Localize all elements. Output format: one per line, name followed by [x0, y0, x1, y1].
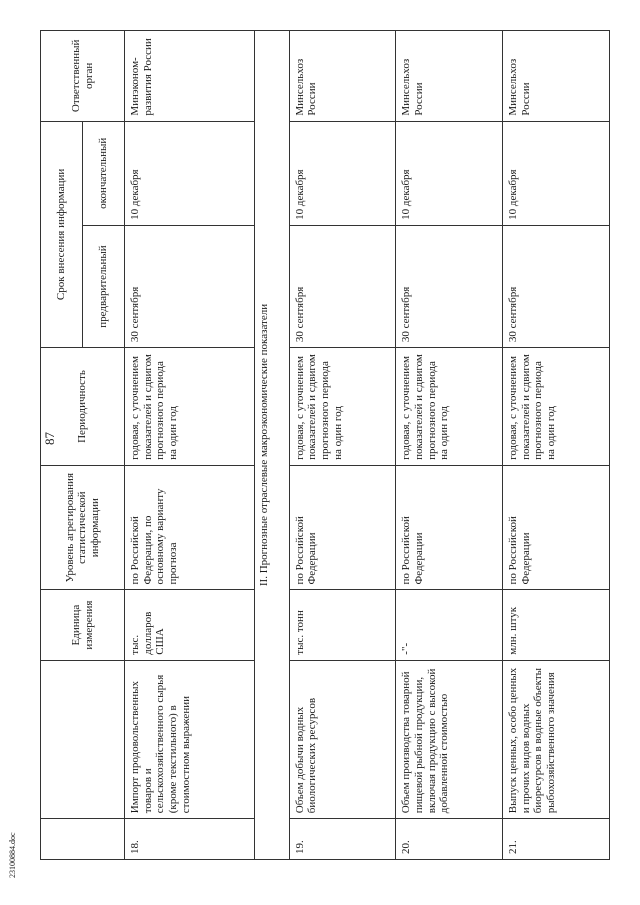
table-row — [396, 31, 503, 860]
data-table — [40, 30, 610, 860]
row-name: Объем производства товарной пищевой рыбной продукции, включая продукцию с высокой добавленной стоимостью — [396, 660, 503, 819]
row-level: по Российской Федерации — [289, 465, 396, 590]
document-filename: 23100884.doc — [8, 832, 17, 878]
data-table-container — [40, 30, 610, 860]
row-periodicity: годовая, с уточнением показателей и сдвигом прогнозного периода на один год — [396, 348, 503, 466]
row-number: 20. — [396, 819, 503, 860]
row-name: Импорт продовольственных товаров и сельскохозяйственного сырья (кроме текстильного) в стоимостном выражении — [125, 660, 254, 819]
row-number: 19. — [289, 819, 396, 860]
row-final: 10 декабря — [503, 121, 610, 225]
section-row — [254, 31, 289, 860]
row-periodicity: годовая, с уточнением показателей и сдвигом прогнозного периода на один год — [503, 348, 610, 466]
row-level: по Российской Федерации, по основному варианту прогноза — [125, 465, 254, 590]
table-row — [289, 31, 396, 860]
page-number: 87 — [42, 432, 57, 445]
row-responsible: Минсельхоз России — [289, 31, 396, 122]
row-preliminary: 30 сентября — [125, 225, 254, 347]
row-number: 21. — [503, 819, 610, 860]
row-periodicity: годовая, с уточнением показателей и сдвигом прогнозного периода на один год — [289, 348, 396, 466]
header-num — [41, 819, 125, 860]
header-name — [41, 660, 125, 819]
section-title: II. Прогнозные отраслевые макроэкономические показатели — [254, 31, 289, 860]
row-name: Объем добычи водных биологических ресурсов — [289, 660, 396, 819]
row-unit: млн. штук — [503, 590, 610, 660]
row-preliminary: 30 сентября — [289, 225, 396, 347]
row-final: 10 декабря — [125, 121, 254, 225]
row-responsible: Минсельхоз России — [503, 31, 610, 122]
row-preliminary: 30 сентября — [503, 225, 610, 347]
header-responsible: Ответственный орган — [41, 31, 125, 122]
header-row — [41, 31, 83, 860]
row-level: по Российской Федерации — [396, 465, 503, 590]
row-final: 10 декабря — [396, 121, 503, 225]
row-name: Выпуск ценных, особо ценных и прочих видов водных биоресурсов в водные объекты рыбохозяйственного значения — [503, 660, 610, 819]
header-periodicity: Периодичность — [41, 348, 125, 466]
row-responsible: Минсельхоз России — [396, 31, 503, 122]
row-preliminary: 30 сентября — [396, 225, 503, 347]
table-row — [503, 31, 610, 860]
row-unit: -"- — [396, 590, 503, 660]
header-deadline: Срок внесения информации — [41, 121, 83, 347]
row-responsible: Минэконом-развития России — [125, 31, 254, 122]
row-unit: тыс. тонн — [289, 590, 396, 660]
header-level: Уровень агрегирования статистической информации — [41, 465, 125, 590]
row-unit: тыс. долларов США — [125, 590, 254, 660]
header-final: окончательный — [83, 121, 125, 225]
row-number: 18. — [125, 819, 254, 860]
row-periodicity: годовая, с уточнением показателей и сдвигом прогнозного периода на один год — [125, 348, 254, 466]
table-row — [125, 31, 254, 860]
header-preliminary: предварительный — [83, 225, 125, 347]
row-final: 10 декабря — [289, 121, 396, 225]
header-unit: Единица измерения — [41, 590, 125, 660]
row-level: по Российской Федерации — [503, 465, 610, 590]
